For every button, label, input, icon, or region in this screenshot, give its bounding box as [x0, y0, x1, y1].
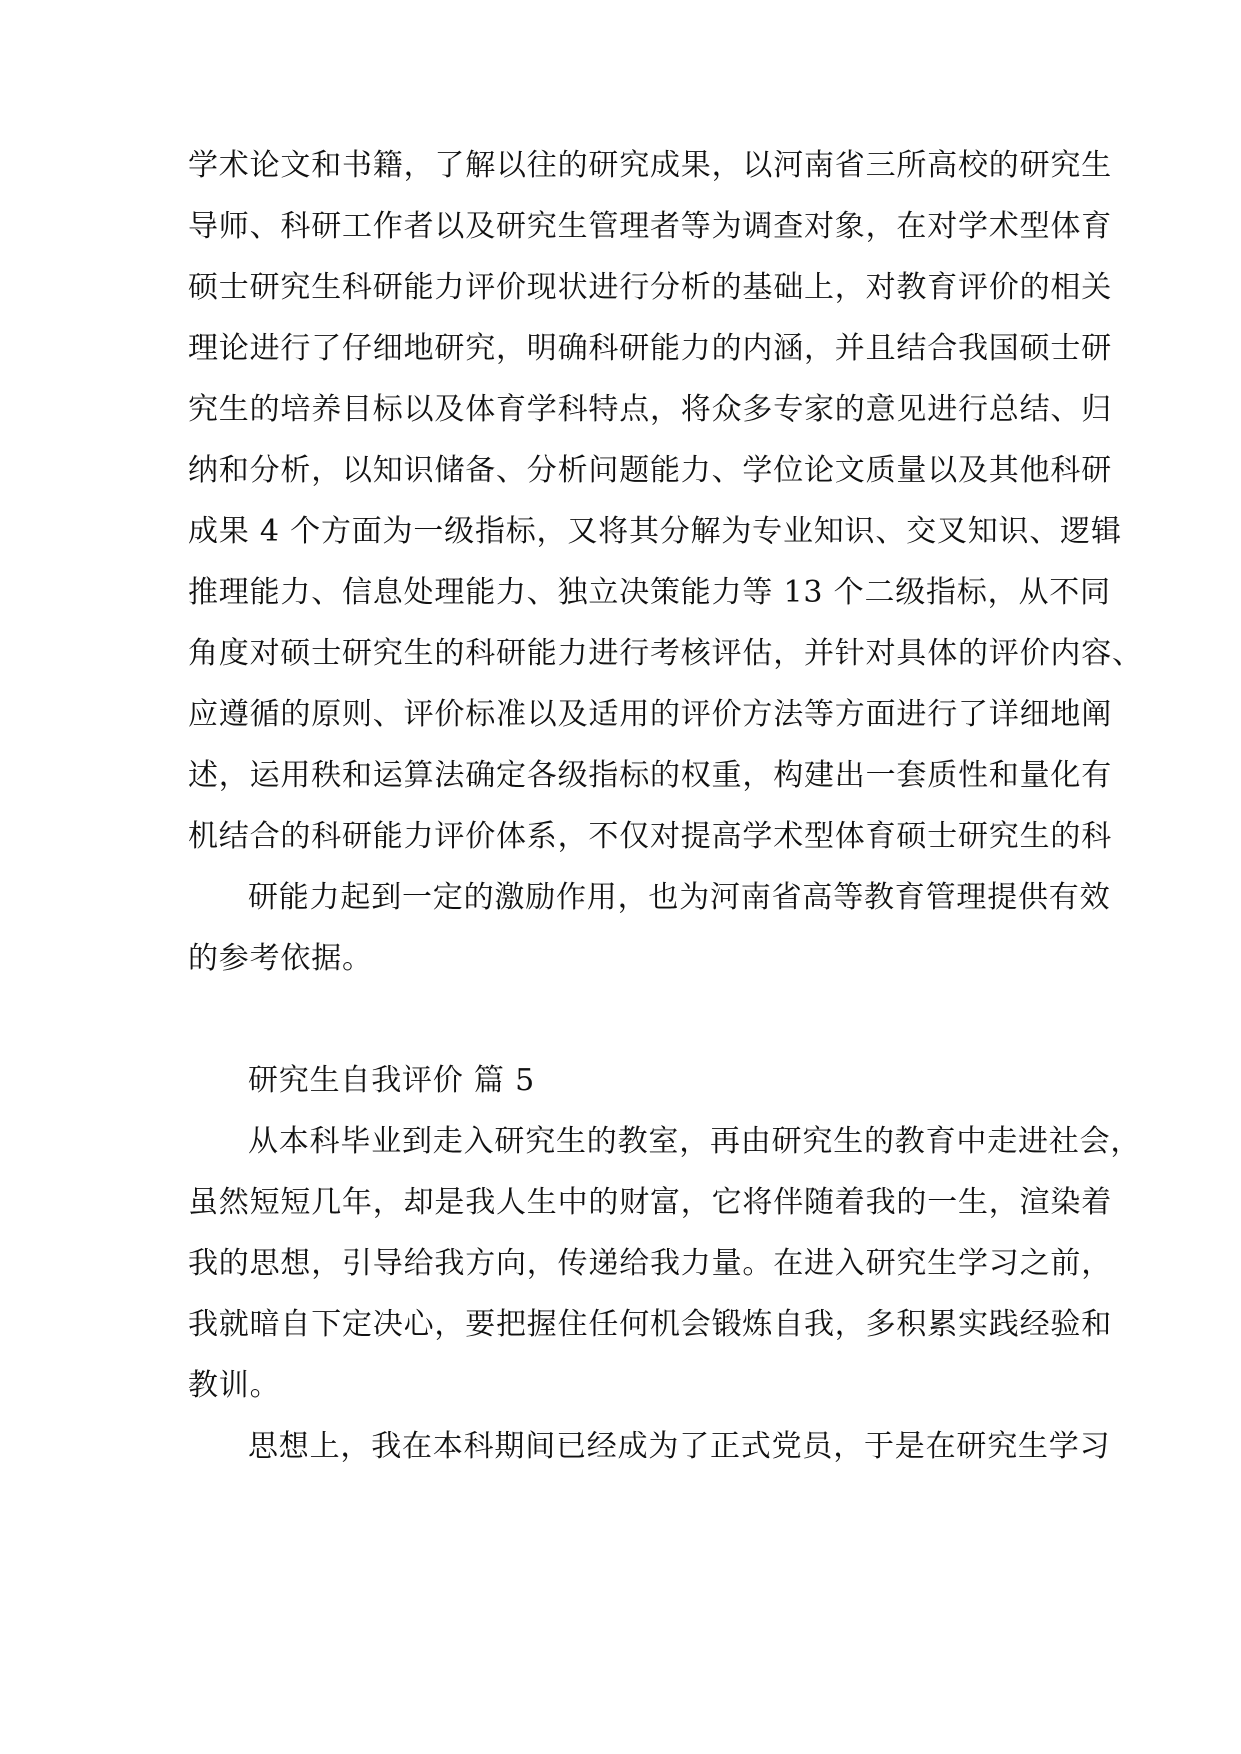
paragraph-line: 角度对硕士研究生的科研能力进行考核评估，并针对具体的评价内容、 — [188, 636, 1143, 671]
paragraph-line: 的参考依据。 — [188, 941, 373, 976]
paragraph-line: 究生的培养目标以及体育学科特点，将众多专家的意见进行总结、归 — [188, 392, 1112, 427]
paragraph-line: 硕士研究生科研能力评价现状进行分析的基础上，对教育评价的相关 — [188, 270, 1112, 305]
section-title: 研究生自我评价 篇 5 — [248, 1063, 535, 1098]
paragraph-line: 我就暗自下定决心，要把握住任何机会锻炼自我，多积累实践经验和 — [188, 1307, 1112, 1342]
paragraph-line: 学术论文和书籍，了解以往的研究成果，以河南省三所高校的研究生 — [188, 148, 1112, 183]
paragraph-line: 导师、科研工作者以及研究生管理者等为调查对象，在对学术型体育 — [188, 209, 1112, 244]
paragraph-line: 述，运用秩和运算法确定各级指标的权重，构建出一套质性和量化有 — [188, 758, 1112, 793]
paragraph-line: 纳和分析，以知识储备、分析问题能力、学位论文质量以及其他科研 — [188, 453, 1112, 488]
paragraph-line: 虽然短短几年，却是我人生中的财富，它将伴随着我的一生，渲染着 — [188, 1185, 1112, 1220]
paragraph-line: 机结合的科研能力评价体系，不仅对提高学术型体育硕士研究生的科 — [188, 819, 1112, 854]
paragraph-line: 从本科毕业到走入研究生的教室，再由研究生的教育中走进社会， — [248, 1124, 1142, 1159]
paragraph-line: 我的思想，引导给我方向，传递给我力量。在进入研究生学习之前， — [188, 1246, 1112, 1281]
paragraph-line: 成果 4 个方面为一级指标，又将其分解为专业知识、交叉知识、逻辑 — [188, 514, 1122, 549]
paragraph-line: 教训。 — [188, 1368, 281, 1403]
paragraph-line: 应遵循的原则、评价标准以及适用的评价方法等方面进行了详细地阐 — [188, 697, 1112, 732]
paragraph-line: 思想上，我在本科期间已经成为了正式党员，于是在研究生学习 — [248, 1429, 1111, 1464]
paragraph-line: 推理能力、信息处理能力、独立决策能力等 13 个二级指标，从不同 — [188, 575, 1111, 610]
paragraph-line: 理论进行了仔细地研究，明确科研能力的内涵，并且结合我国硕士研 — [188, 331, 1112, 366]
paragraph-line: 研能力起到一定的激励作用，也为河南省高等教育管理提供有效 — [248, 880, 1111, 915]
